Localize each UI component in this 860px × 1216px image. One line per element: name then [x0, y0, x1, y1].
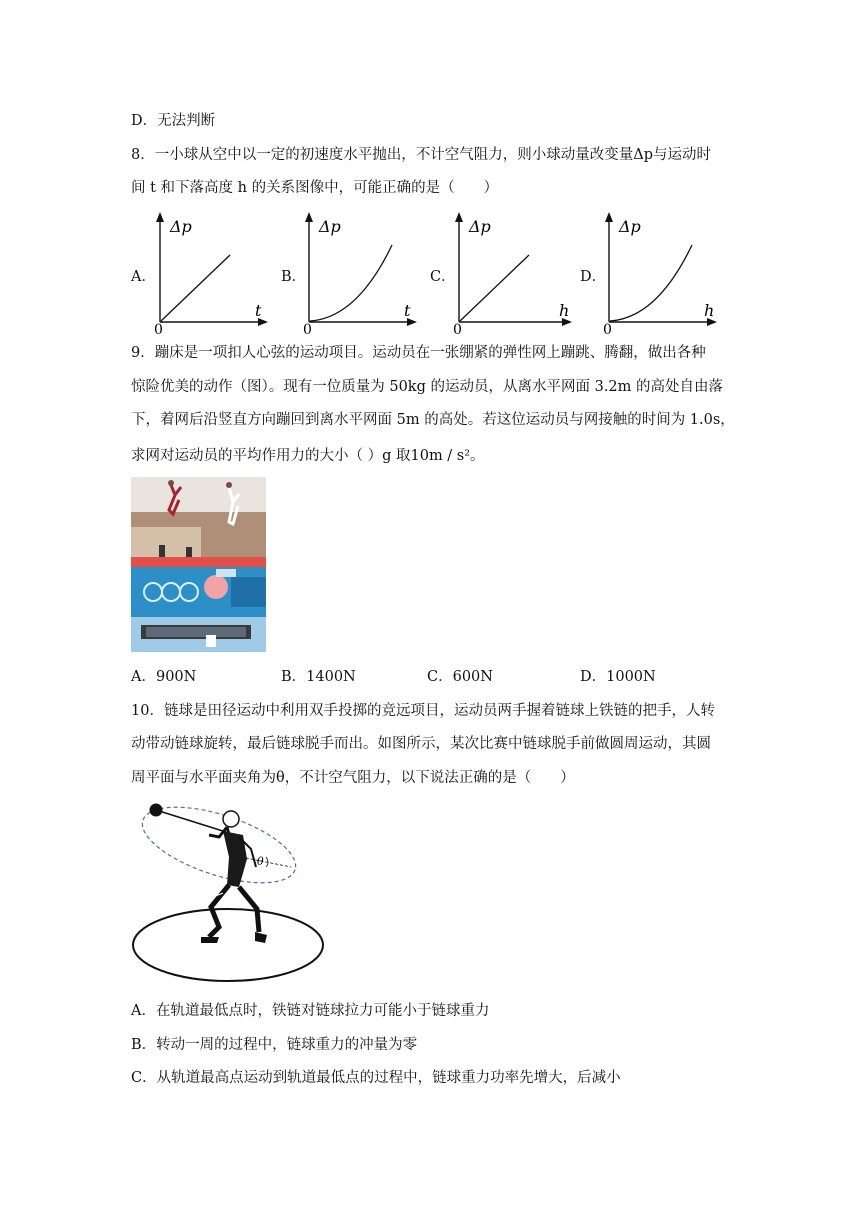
- q8-graph-b-xaxis-label: t: [404, 301, 411, 320]
- q9-stem-line2: 惊险优美的动作（图）。现有一位质量为 50kg 的运动员，从离水平网面 3.2m 的高处自由落: [131, 379, 724, 395]
- q8-graph-a-label: A．: [131, 269, 156, 285]
- q8-graph-c: [447, 210, 577, 335]
- trampoline-photo: [131, 477, 266, 652]
- q8-graph-d-origin: 0: [603, 322, 612, 335]
- q8-graph-b: [297, 210, 422, 335]
- q9-options: [131, 665, 731, 685]
- q8-graph-d-xaxis-label: h: [704, 301, 715, 320]
- q8-graph-b-origin: 0: [303, 322, 312, 335]
- q9-option-c[interactable]: C．600N: [427, 669, 493, 685]
- angle-label: θ: [257, 855, 264, 868]
- q8-stem-line2: 间 t 和下落高度 h 的关系图像中，可能正确的是（ ）: [131, 180, 499, 196]
- q8-graph-c-label: C．: [430, 269, 456, 285]
- q8-graph-a-origin: 0: [154, 322, 163, 335]
- q8-graph-c-origin: 0: [453, 322, 462, 335]
- hammer-throw-figure: [131, 797, 331, 987]
- q8-graph-d-label: D．: [580, 269, 607, 285]
- q9-stem-line3: 下，着网后沿竖直方向蹦回到离水平网面 5m 的高处。若这位运动员与网接触的时间为 1.0s，: [131, 412, 735, 428]
- q8-graph-a-yaxis-label: Δp: [170, 217, 192, 236]
- q10-stem-line2: 动带动链球旋转，最后链球脱手而出。如图所示，某次比赛中链球脱手前做圆周运动，其圆: [131, 736, 711, 752]
- q8-graph-b-label: B．: [281, 269, 307, 285]
- q8-graph-a: [148, 210, 273, 335]
- q8-graph-d: [597, 210, 722, 335]
- q10-stem-line3: 周平面与水平面夹角为θ，不计空气阻力，以下说法正确的是（ ）: [131, 770, 575, 786]
- q9-option-b[interactable]: B．1400N: [281, 669, 356, 685]
- q9-stem-line4: 求网对运动员的平均作用力的大小（ ）g 取10m / s²。: [131, 448, 485, 464]
- q9-option-d[interactable]: D．1000N: [580, 669, 656, 685]
- q8-graph-d-yaxis-label: Δp: [619, 217, 641, 236]
- q10-option-c[interactable]: C．从轨道最高点运动到轨道最低点的过程中，链球重力功率先增大，后减小: [131, 1070, 621, 1086]
- q8-graph-c-yaxis-label: Δp: [469, 217, 491, 236]
- q8-graph-a-xaxis-label: t: [255, 301, 262, 320]
- q8-graph-b-yaxis-label: Δp: [319, 217, 341, 236]
- q9-stem-line1: 9．蹦床是一项扣人心弦的运动项目。运动员在一张绷紧的弹性网上蹦跳、腾翻，做出各种: [131, 345, 706, 361]
- q8-stem-line1: 8．一小球从空中以一定的初速度水平抛出，不计空气阻力，则小球动量改变量Δp与运动时: [131, 147, 711, 163]
- q8-graph-c-xaxis-label: h: [559, 301, 570, 320]
- q10-option-b[interactable]: B．转动一周的过程中，链球重力的冲量为零: [131, 1037, 418, 1053]
- q10-stem-line1: 10．链球是田径运动中利用双手投掷的竞远项目，运动员两手握着链球上铁链的把手，人转: [131, 703, 715, 719]
- q9-option-a[interactable]: A．900N: [131, 669, 197, 685]
- q7-option-d: D．无法判断: [131, 113, 216, 129]
- q10-option-a[interactable]: A．在轨道最低点时，铁链对链球拉力可能小于链球重力: [131, 1003, 490, 1019]
